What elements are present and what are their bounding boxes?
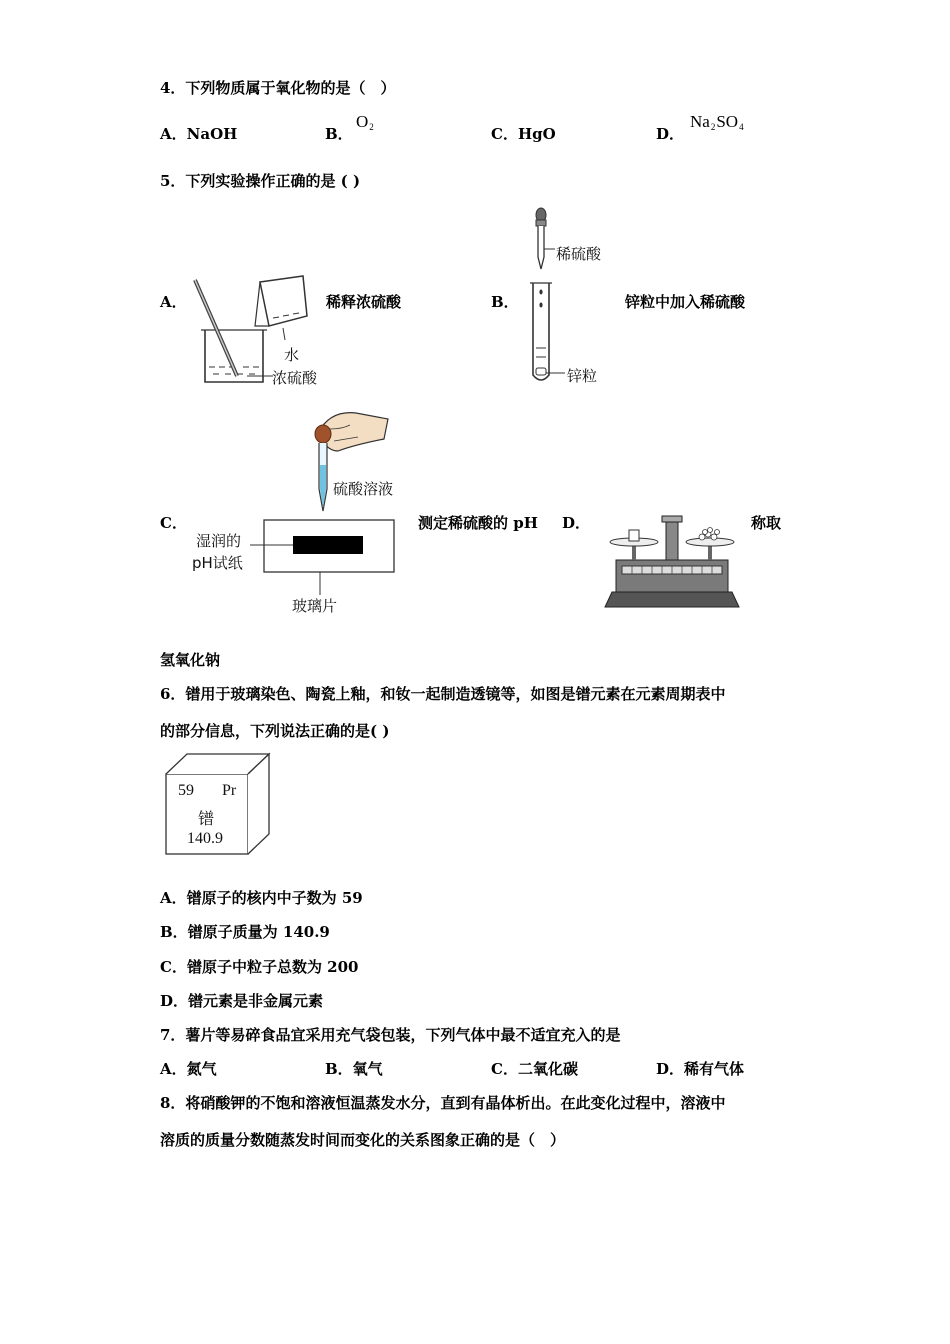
q4-option-a[interactable]: A．NaOH: [160, 125, 238, 143]
q7-option-b[interactable]: B．氧气: [325, 1060, 383, 1078]
ph-test-figure: [250, 405, 400, 615]
q4-option-b[interactable]: B．: [325, 125, 353, 143]
q4-option-d-formula: $Na_2SO_4$: [690, 112, 744, 132]
label-wet-paper-line2: pH试纸: [192, 554, 243, 572]
q6-option-d[interactable]: D．镨元素是非金属元素: [160, 992, 324, 1010]
q6-stem-line1: 6．镨用于玻璃染色、陶瓷上釉，和钕一起制造透镜等，如图是镨元素在元素周期表中: [160, 685, 726, 703]
q7-stem: 7．薯片等易碎食品宜采用充气袋包装，下列气体中最不适宜充入的是: [160, 1026, 621, 1044]
q5-option-b-caption: 锌粒中加入稀硫酸: [625, 293, 746, 311]
q8-stem-line1: 8．将硝酸钾的不饱和溶液恒温蒸发水分，直到有晶体析出。在此变化过程中，溶液中: [160, 1094, 726, 1112]
element-name: 镨: [198, 809, 215, 828]
q5-option-d-letter[interactable]: D．: [562, 514, 591, 532]
q6-option-c[interactable]: C．镨原子中粒子总数为 200: [160, 958, 359, 976]
q5-stem: 5．下列实验操作正确的是 ( ): [160, 172, 361, 190]
q6-option-a[interactable]: A．镨原子的核内中子数为 59: [160, 889, 363, 907]
q8-stem-line2: 溶质的质量分数随蒸发时间而变化的关系图象正确的是（ ）: [160, 1131, 566, 1149]
label-concentrated-acid: 浓硫酸: [272, 369, 318, 387]
label-water: 水: [284, 346, 300, 364]
q5-option-a-caption: 稀释浓硫酸: [326, 293, 402, 311]
label-glass-plate: 玻璃片: [292, 597, 338, 615]
label-dilute-acid: 稀硫酸: [556, 245, 602, 263]
element-atomic-number: 59: [178, 782, 194, 799]
q5-option-d-continuation: 氢氧化钠: [160, 651, 221, 669]
q4-option-c[interactable]: C．HgO: [491, 125, 556, 143]
q7-option-d[interactable]: D．稀有气体: [656, 1060, 745, 1078]
label-sulfuric-solution: 硫酸溶液: [333, 480, 394, 498]
label-wet-paper-line1: 湿润的: [196, 532, 242, 550]
q6-stem-line2: 的部分信息，下列说法正确的是( ): [160, 722, 390, 740]
element-symbol: Pr: [222, 782, 237, 799]
element-mass: 140.9: [187, 830, 223, 847]
q6-option-b[interactable]: B．镨原子质量为 140.9: [160, 923, 330, 941]
zinc-acid-figure: [525, 205, 615, 390]
q7-option-a[interactable]: A．氮气: [160, 1060, 217, 1078]
q5-option-a-letter[interactable]: A．: [160, 293, 187, 311]
label-zinc: 锌粒: [567, 367, 598, 385]
q5-option-c-letter[interactable]: C．: [160, 514, 187, 532]
q7-option-c[interactable]: C．二氧化碳: [491, 1060, 578, 1078]
q5-option-b-letter[interactable]: B．: [491, 293, 519, 311]
q5-option-c-caption: 测定稀硫酸的 pH: [418, 514, 538, 532]
q4-option-d[interactable]: D．: [656, 125, 685, 143]
q5-option-d-caption: 称取: [751, 514, 782, 532]
q4-stem: 4．下列物质属于氧化物的是（ ）: [160, 79, 396, 97]
q4-option-b-formula: $O_2$: [356, 112, 374, 132]
balance-scale-figure: [602, 512, 742, 612]
